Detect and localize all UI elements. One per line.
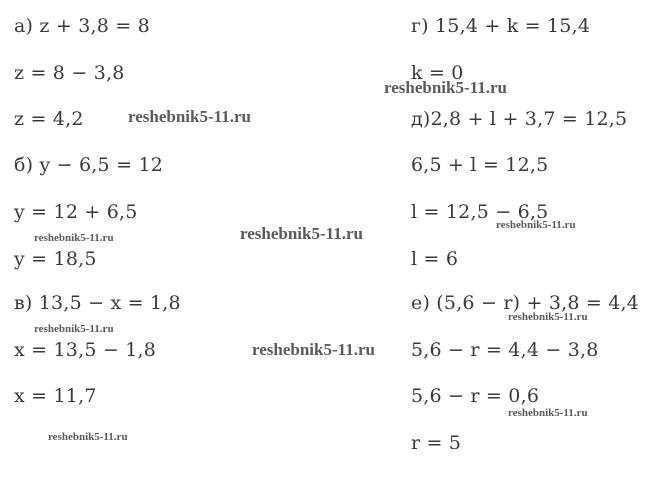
watermark: reshebnik5-11.ru bbox=[128, 107, 251, 126]
equation-e-step-2: 5,6 − r = 0,6 bbox=[411, 385, 540, 407]
equation-d-answer: l = 6 bbox=[411, 248, 459, 270]
equation-e-step-1: 5,6 − r = 4,4 − 3,8 bbox=[411, 339, 599, 361]
watermark: reshebnik5-11.ru bbox=[48, 431, 128, 443]
equation-v-answer: x = 11,7 bbox=[14, 385, 97, 407]
watermark: reshebnik5-11.ru bbox=[496, 219, 576, 231]
watermark: reshebnik5-11.ru bbox=[508, 311, 588, 323]
watermark: reshebnik5-11.ru bbox=[508, 407, 588, 419]
equation-e: е) (5,6 − r) + 3,8 = 4,4 bbox=[411, 292, 640, 314]
equation-a-step-1: z = 8 − 3,8 bbox=[14, 62, 125, 84]
watermark: reshebnik5-11.ru bbox=[252, 340, 375, 359]
equation-v-step-1: x = 13,5 − 1,8 bbox=[14, 339, 157, 361]
equation-e-answer: r = 5 bbox=[411, 432, 462, 454]
watermark: reshebnik5-11.ru bbox=[384, 78, 507, 97]
equation-d-step-1: 6,5 + l = 12,5 bbox=[411, 154, 549, 176]
equation-a: а) z + 3,8 = 8 bbox=[14, 15, 150, 37]
watermark: reshebnik5-11.ru bbox=[240, 224, 363, 243]
equation-d: д)2,8 + l + 3,7 = 12,5 bbox=[411, 108, 628, 130]
equation-a-answer: z = 4,2 bbox=[14, 108, 84, 130]
equation-b: б) y − 6,5 = 12 bbox=[14, 154, 164, 176]
equation-v: в) 13,5 − x = 1,8 bbox=[14, 292, 181, 314]
equation-d-step-2: l = 12,5 − 6,5 bbox=[411, 201, 549, 223]
equation-g: г) 15,4 + k = 15,4 bbox=[411, 15, 591, 37]
watermark: reshebnik5-11.ru bbox=[34, 323, 114, 335]
equation-b-answer: y = 18,5 bbox=[14, 248, 97, 270]
equation-b-step-1: y = 12 + 6,5 bbox=[14, 201, 138, 223]
equation-g-answer: k = 0 bbox=[411, 62, 464, 84]
watermark: reshebnik5-11.ru bbox=[34, 232, 114, 244]
